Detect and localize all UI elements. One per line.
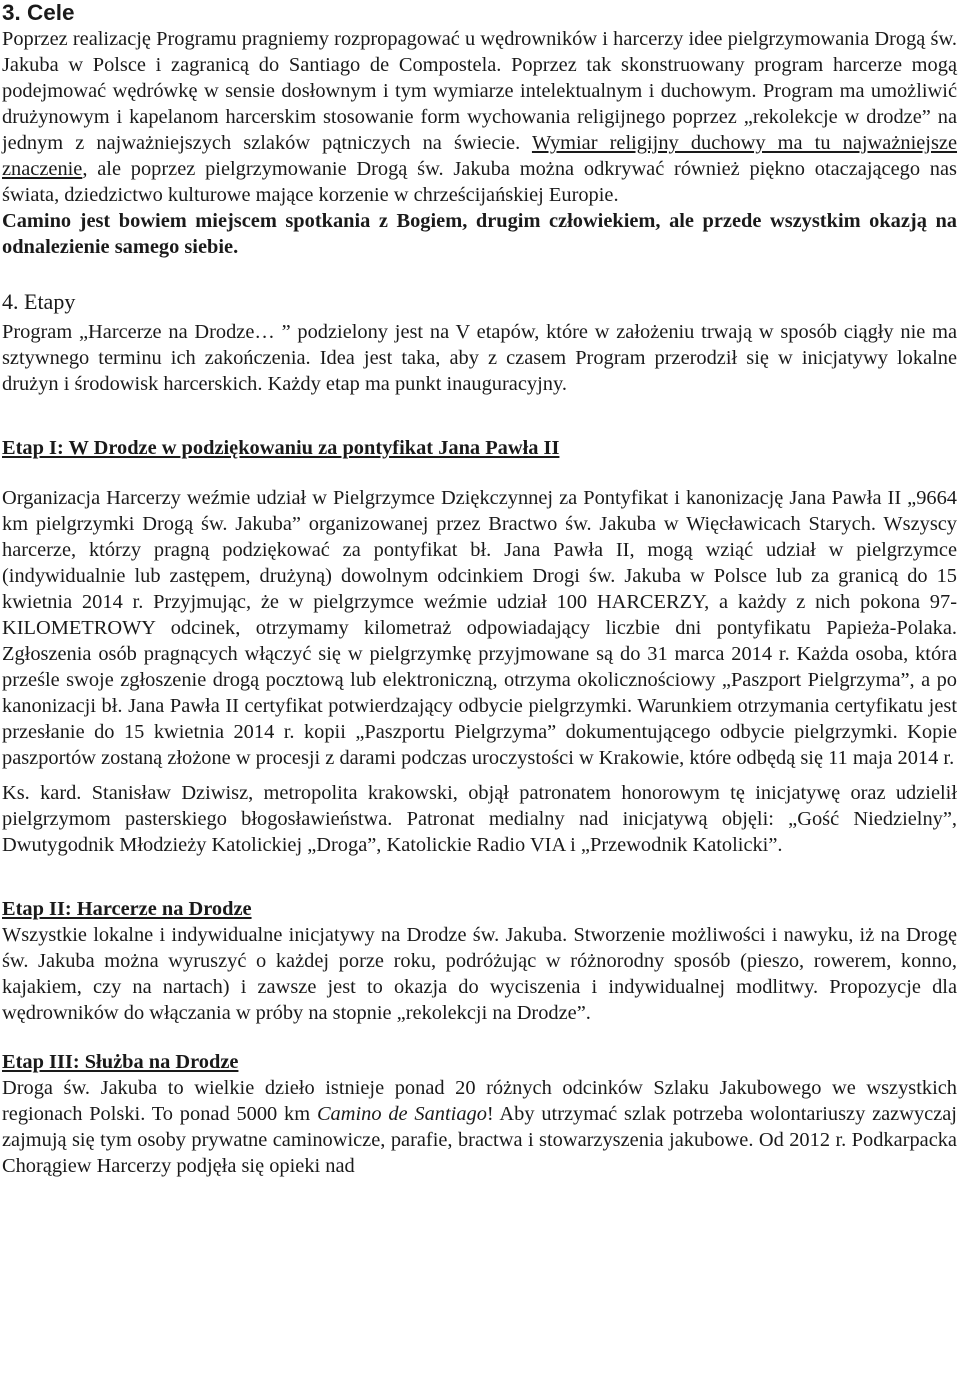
stage-2-paragraph: Wszystkie lokalne i indywidualne inicjatywy na Drodze św. Jakuba. Stworzenie możliwości i nawyku, iż na Drogę św. Jakuba można wyruszyć o każdej porze roku, podróżując w różnorodny sposób (pieszo, rowerem, konno, kajakiem, czy na nartach) i zawsze jest to okazja do wyciszenia i indywidualnej modlitwy. Propozycje dla wędrowników do włączania w próby na stopnie „rekolekcji na Drodze”. (2, 924, 957, 1024)
stage-3-heading: Etap III: Służba na Drodze (2, 1051, 239, 1073)
stages-paragraph: Program „Harcerze na Drodze… ” podzielony jest na V etapów, które w założeniu trwają w sposób ciągły nie ma sztywnego terminu ich zakończenia. Idea jest taka, aby z czasem Program przerodził się w inicjatywy lokalne drużyn i środowisk harcerskich. Każdy etap ma punkt inauguracyjny. (2, 321, 957, 395)
stage-2 (2, 896, 957, 1026)
section-title-stages: 4. Etapy (2, 289, 76, 314)
stage-3 (2, 1049, 957, 1179)
goals-text-part2: , ale poprzez pielgrzymowanie Drogą św. Jakuba można odkrywać również piękno otaczającego nas świata, dziedzictwo kulturowe mające korzenie w chrześcijańskiej Europie. (2, 158, 957, 206)
section-stages (2, 289, 957, 397)
stage-1-heading: Etap I: W Drodze w podziękowaniu za pontyfikat Jana Pawła II (2, 437, 560, 459)
stage-1-paragraph-1: Organizacja Harcerzy weźmie udział w Pielgrzymce Dziękczynnej za Pontyfikat i kanonizację Jana Pawła II „9664 km pielgrzymki Drogą św. Jakuba” organizowanej przez Bractwo św. Jakuba w Więcławicach Starych. Wszyscy harcerze, którzy pragną podziękować za pontyfikat bł. Jana Pawła II, mogą wziąć udział w pielgrzymce (indywidualnie lub zastępem, drużyną) dowolnym odcinkiem Drogi św. Jakuba w Polsce lub za granicą do 15 kwietnia 2014 r. Przyjmując, że w pielgrzymce weźmie udział 100 HARCERZY, a każdy z nich pokona 97-KILOMETROWY odcinek, otrzymamy kilometraż odpowiadający liczbie dni pontyfikatu Papieża-Polaka. Zgłoszenia osób pragnących włączyć się w pielgrzymkę przyjmowane są do 31 marca 2014 r. Każda osoba, która prześle swoje zgłoszenie drogą pocztową lub elektroniczną, otrzyma okolicznościowy „Paszport Pielgrzyma”, a po kanonizacji bł. Jana Pawła II certyfikat potwierdzający odbycie pielgrzymki. Warunkiem otrzymania certyfikatu jest przesłanie do 15 kwietnia 2014 r. kopii „Paszportu Pielgrzyma” dokumentującego odbycie pielgrzymki. Kopie paszportów zostaną złożone w procesji z darami podczas uroczystości w Krakowie, które odbędą się 11 maja 2014 r. (2, 487, 957, 769)
section-title-goals: 3. Cele (2, 0, 75, 25)
stage-3-text-italic: Camino de Santiago (316, 1103, 487, 1125)
document-page (2, 0, 957, 1179)
goals-bold-paragraph: Camino jest bowiem miejscem spotkania z Bogiem, drugim człowiekiem, ale przede wszystkim okazją na odnalezienie samego siebie. (2, 210, 957, 258)
goals-text-underlined: Wymiar religijny duchowy ma tu najważniejsze znaczenie (2, 132, 958, 180)
stage-1 (2, 435, 957, 858)
goals-text-part1: Poprzez realizację Programu pragniemy rozpropagować u wędrowników i harcerzy idee pielgrzymowania Drogą św. Jakuba w Polsce i zagranicą do Santiago de Compostela. Poprzez tak skonstruowany program harcerze mogą podejmować wędrówkę w sensie dosłownym i tym wymiarze intelektualnym i duchowym. Program ma umożliwić drużynowym i kapelanom harcerskim stosowanie form wychowania religijnego poprzez „rekolekcje w drodze” na jednym z najważniejszych szlaków pątniczych na świecie. (2, 28, 957, 154)
stage-3-text-part1: Droga św. Jakuba to wielkie dzieło istnieje ponad 20 różnych odcinków Szlaku Jakubowego we wszystkich regionach Polski. To ponad 5000 km (2, 1077, 957, 1125)
stage-3-paragraph (2, 1075, 957, 1179)
stage-3-text-part2: ! Aby utrzymać szlak potrzeba wolontariuszy zazwyczaj zajmują się tym osoby prywatne caminowicze, parafie, bractwa i stowarzyszenia jakubowe. Od 2012 r. Podkarpacka Chorągiew Harcerzy podjęła się opieki nad (2, 1103, 957, 1177)
stage-1-paragraph-2: Ks. kard. Stanisław Dziwisz, metropolita krakowski, objął patronatem honorowym tę inicjatywę oraz udzielił pielgrzymom pasterskiego błogosławieństwa. Patronat medialny nad inicjatywą objęli: „Gość Niedzielny”, Dwutygodnik Młodzieży Katolickiej „Droga”, Katolickie Radio VIA i „Przewodnik Katolicki”. (2, 782, 957, 856)
section-goals (2, 0, 957, 260)
stage-2-heading: Etap II: Harcerze na Drodze (2, 898, 252, 920)
goals-paragraph (2, 26, 957, 208)
